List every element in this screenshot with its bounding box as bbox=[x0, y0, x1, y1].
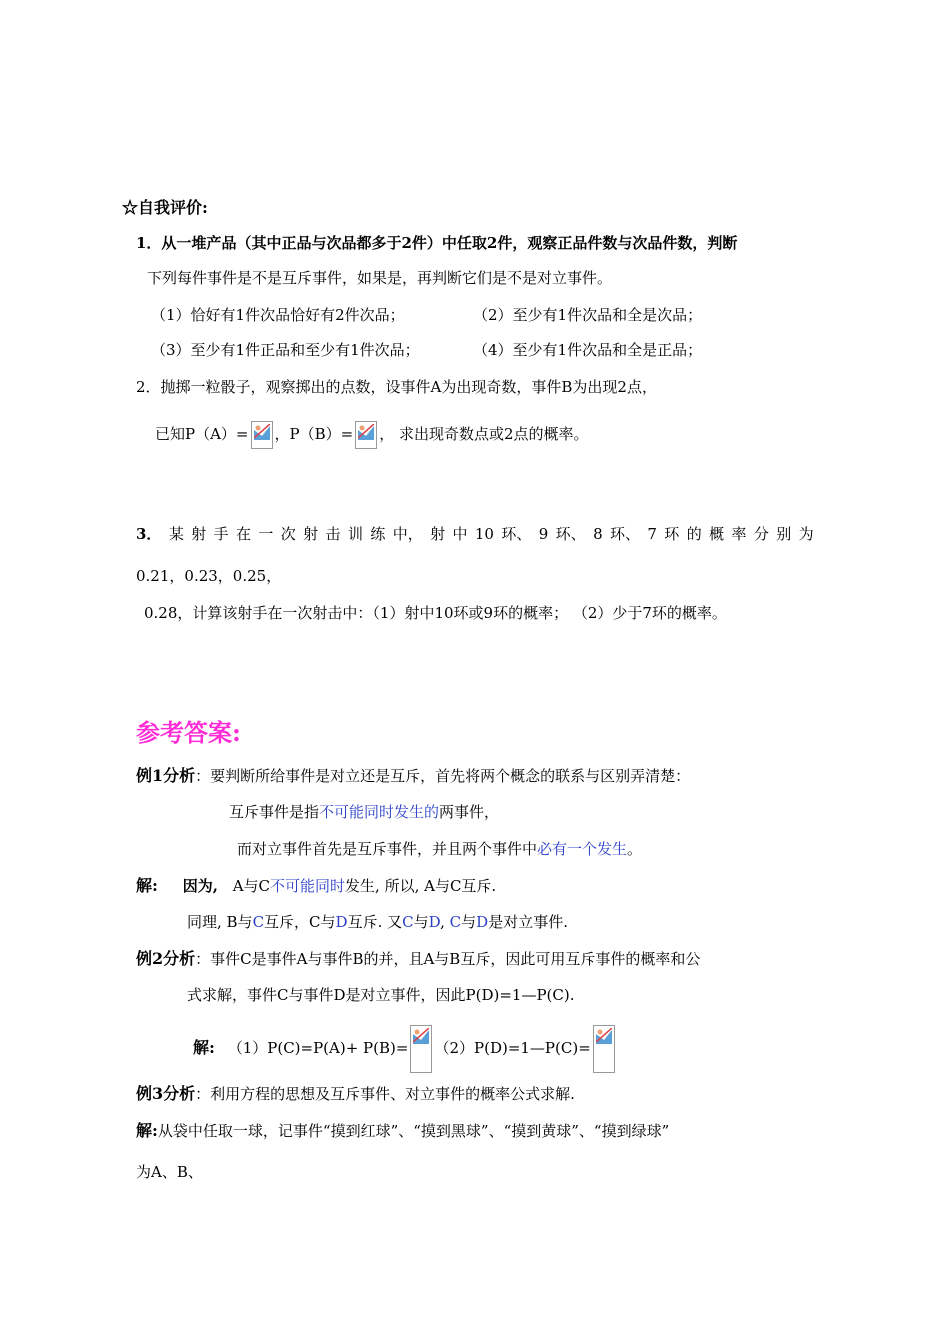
sol1-l2-l: D bbox=[476, 913, 489, 931]
ex1-l3-highlight: 必有一个 bbox=[537, 840, 598, 858]
q3-token: 击 bbox=[325, 525, 341, 543]
ex1-l3-text: 而对立事件首先是互斥事件，并且两个事件中 bbox=[237, 840, 538, 858]
sol1-because: 因为, bbox=[182, 877, 218, 895]
answers-title: 参考答案: bbox=[136, 718, 241, 747]
q3-token: 在 bbox=[235, 525, 251, 543]
q3-token: 8 bbox=[593, 525, 603, 543]
q3-token: 中 bbox=[452, 525, 468, 543]
q2-line1: 2．抛掷一粒骰子，观察掷出的点数，设事件A为出现奇数，事件B为出现2点， bbox=[136, 378, 657, 396]
q2-pa-label: 已知P（A）= bbox=[155, 425, 249, 443]
q2-question: ， 求出现奇数点或2点的概率。 bbox=[379, 425, 589, 443]
ex3-line2: 为A、B、 bbox=[136, 1163, 203, 1181]
q3-token: 环 bbox=[664, 525, 680, 543]
ex3-sol-label: 解: bbox=[136, 1121, 158, 1140]
q1-line1 bbox=[136, 233, 737, 253]
ex1-l3-highlight-2: 发生 bbox=[597, 840, 628, 858]
sol1-l2-h: D bbox=[428, 913, 441, 931]
q3-token: 环、 bbox=[609, 525, 640, 543]
ex2-sol-a: （1）P(C)=P(A)+ P(B)= bbox=[227, 1039, 409, 1057]
ex1-l2-highlight: 不可能同时发生的 bbox=[319, 803, 440, 821]
sol1-a: A与C bbox=[232, 877, 271, 895]
q3-token: 10 bbox=[474, 525, 494, 543]
q3-line2: 0.21，0.23，0.25， bbox=[136, 567, 282, 585]
sol1-l2-j: C bbox=[449, 913, 462, 931]
q3-token: 一 bbox=[258, 525, 274, 543]
ex3-solution bbox=[136, 1121, 669, 1141]
q1-text: 1．从一堆产品（其中正品与次品都多于2件）中任取2件，观察正品件数与次品件数，判断 bbox=[136, 234, 738, 252]
fraction-image-icon bbox=[251, 421, 273, 449]
sol1-c: 发生, 所以, A与C互斥. bbox=[345, 877, 497, 895]
sol1-l2-e: 互斥. 又 bbox=[347, 913, 403, 931]
q3-token: 为 bbox=[798, 525, 814, 543]
sol1-l2-a: 同理, B与 bbox=[187, 913, 253, 931]
q3-token: 9 bbox=[538, 525, 549, 543]
q1-item-4: （4）至少有1件次品和全是正品； bbox=[473, 341, 703, 359]
q3-token: 练 bbox=[370, 525, 386, 543]
q3-token: 别 bbox=[776, 525, 792, 543]
q3-token: 射 bbox=[303, 525, 319, 543]
q3-token: 3． bbox=[136, 525, 162, 543]
ex1-text: ：要判断所给事件是对立还是互斥，首先将两个概念的联系与区别弄清楚： bbox=[195, 767, 691, 785]
q3-token: 射 bbox=[191, 525, 207, 543]
q3-token: 训 bbox=[347, 525, 363, 543]
ex1-analysis bbox=[136, 766, 690, 786]
ex3-analysis bbox=[136, 1084, 575, 1104]
sol1-l2-k: 与 bbox=[461, 913, 477, 931]
fraction-image-icon bbox=[410, 1025, 432, 1073]
sol1-line1 bbox=[136, 876, 496, 896]
q3-token: 次 bbox=[280, 525, 296, 543]
ex2-analysis bbox=[136, 949, 700, 969]
ex3-label: 例3分析 bbox=[136, 1084, 196, 1103]
q3-token: 的 bbox=[686, 525, 702, 543]
q1-item-3: （3）至少有1件正品和至少有1件次品； bbox=[151, 341, 420, 359]
q3-token: 中， bbox=[392, 525, 423, 543]
q3-token: 7 bbox=[647, 525, 657, 543]
self-eval-title: ☆自我评价: bbox=[122, 198, 208, 217]
ex1-line3 bbox=[237, 839, 642, 859]
sol1-highlight: 不可能同时 bbox=[270, 877, 346, 895]
q3-line1 bbox=[136, 524, 814, 544]
ex1-l2-tail: 两事件， bbox=[439, 803, 500, 821]
sol1-line2 bbox=[187, 912, 568, 932]
fraction-image-icon bbox=[355, 421, 377, 449]
sol1-l2-m: 是对立事件. bbox=[488, 913, 568, 931]
ex3-sol-text: 从袋中任取一球，记事件“摸到红球”、“摸到黑球”、“摸到黄球”、“摸到绿球” bbox=[157, 1122, 670, 1140]
sol1-l2-i: , bbox=[440, 913, 450, 931]
q1-item-2: （2）至少有1件次品和全是次品； bbox=[473, 306, 703, 324]
sol1-label: 解: bbox=[136, 876, 158, 895]
q3-token: 射 bbox=[430, 525, 446, 543]
ex1-l2-text: 互斥事件是指 bbox=[229, 803, 320, 821]
ex1-label: 例1分析 bbox=[136, 766, 196, 785]
sol1-l2-c: 互斥，C与 bbox=[264, 913, 336, 931]
ex1-l3-tail: 。 bbox=[627, 840, 643, 858]
fraction-image-icon bbox=[593, 1025, 615, 1073]
ex3-text: ：利用方程的思想及互斥事件、对立事件的概率公式求解. bbox=[195, 1085, 575, 1103]
q3-token: 分 bbox=[753, 525, 769, 543]
q1-line2: 下列每件事件是不是互斥事件，如果是，再判断它们是不是对立事件。 bbox=[147, 269, 613, 287]
ex2-sol-b: （2）P(D)=1—P(C)= bbox=[434, 1039, 591, 1057]
q3-token: 环、 bbox=[501, 525, 532, 543]
sol1-l2-b: C bbox=[252, 913, 265, 931]
q3-line3: 0.28，计算该射手在一次射击中：（1）射中10环或9环的概率； （2）少于7环的概率。 bbox=[144, 604, 727, 622]
ex2-solution bbox=[193, 1024, 617, 1073]
sol1-l2-g: 与 bbox=[413, 913, 429, 931]
q3-token: 手 bbox=[213, 525, 229, 543]
ex2-label: 例2分析 bbox=[136, 949, 196, 968]
q2-line2 bbox=[155, 416, 589, 452]
q3-token: 环、 bbox=[555, 525, 586, 543]
q3-token: 率 bbox=[731, 525, 747, 543]
ex1-line2 bbox=[229, 802, 499, 822]
ex2-line2: 式求解，事件C与事件D是对立事件，因此P(D)=1—P(C). bbox=[187, 986, 575, 1004]
q3-token: 某 bbox=[168, 525, 184, 543]
ex2-text: ：事件C是事件A与事件B的并，且A与B互斥，因此可用互斥事件的概率和公 bbox=[195, 950, 701, 968]
sol1-l2-f: C bbox=[402, 913, 414, 931]
q2-pb-label: ，P（B）= bbox=[274, 425, 354, 443]
sol1-l2-d: D bbox=[335, 913, 348, 931]
q1-item-1: （1）恰好有1件次品恰好有2件次品； bbox=[151, 306, 405, 324]
q3-token: 概 bbox=[709, 525, 725, 543]
ex2-sol-label: 解: bbox=[193, 1038, 215, 1057]
